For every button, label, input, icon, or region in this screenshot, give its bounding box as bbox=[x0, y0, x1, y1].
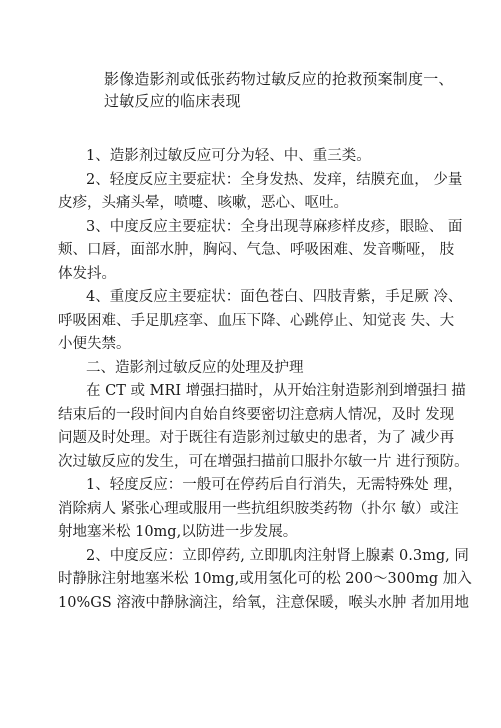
paragraph-mild-symptoms bbox=[58, 169, 463, 216]
paragraph-moderate-treatment bbox=[58, 545, 472, 616]
text-line: 体发抖。 bbox=[58, 265, 116, 282]
document-body bbox=[58, 145, 472, 615]
paragraph-moderate-symptoms bbox=[58, 216, 463, 287]
text-line: 10%GS 溶液中静脉滴注，给氧，注意保暖，喉头水肿 者加用地 bbox=[58, 594, 469, 611]
text-line: 二、造影剂过敏反应的处理及护理 bbox=[86, 359, 304, 376]
document-title bbox=[104, 68, 464, 112]
paragraph-classification bbox=[58, 145, 450, 169]
text-line: 问题及时处理。对于既往有造影剂过敏史的患者，为了 减少再 bbox=[58, 430, 455, 446]
text-line: 射地塞米松 10mg,以防进一步发展。 bbox=[58, 524, 298, 540]
text-line: 4、重度反应主要症状：面色苍白、四肢青紫，手足厥 冷、 bbox=[86, 289, 463, 305]
title-line: 过敏反应的临床表现 bbox=[104, 92, 241, 110]
text-line: 次过敏反应的发生，可在增强扫描前口服扑尔敏一片 进行预防。 bbox=[58, 453, 469, 470]
text-line: 消除病人 紧张心理或服用一些抗组织胺类药物（扑尔 敏）或注 bbox=[58, 500, 459, 517]
paragraph-monitoring bbox=[58, 380, 469, 474]
text-line: 2、轻度反应主要症状：全身发热、发痒，结膜充血， 少量 bbox=[86, 171, 463, 188]
text-line: 皮疹，头痛头晕，喷嚏、咳嗽，恶心、呕吐。 bbox=[58, 195, 348, 211]
paragraph-severe-symptoms bbox=[58, 286, 463, 357]
text-line: 颊、口唇，面部水肿，胸闷、气急、呼吸困难、发音嘶哑， 肢 bbox=[58, 242, 455, 258]
text-line: 1、造影剂过敏反应可分为轻、中、重三类。 bbox=[86, 148, 371, 164]
section-heading bbox=[58, 357, 450, 381]
text-line: 小便失禁。 bbox=[58, 336, 131, 352]
title-line: 影像造影剂或低张药物过敏反应的抢救预案制度一、 bbox=[104, 70, 454, 88]
text-line: 在 CT 或 MRI 增强扫描时，从开始注射造影剂到增强扫 描 bbox=[86, 383, 466, 399]
text-line: 3、中度反应主要症状：全身出现荨麻疹样皮疹，眼睑、 面 bbox=[86, 218, 463, 235]
text-line: 2、中度反应：立即停药, 立即肌肉注射肾上腺素 0.3mg, 同 bbox=[86, 547, 469, 564]
text-line: 结束后的一段时间内自始自终要密切注意病人情况，及时 发现 bbox=[58, 406, 455, 423]
paragraph-mild-treatment bbox=[58, 474, 463, 545]
text-line: 1、轻度反应：一般可在停药后自行消失，无需特殊处 理， bbox=[86, 477, 463, 493]
text-line: 呼吸困难、手足肌痉挛、血压下降、心跳停止、知觉丧 失、大 bbox=[58, 312, 455, 329]
text-line: 时静脉注射地塞米松 10mg,或用氢化可的松 200〜300mg 加入 bbox=[58, 571, 472, 587]
